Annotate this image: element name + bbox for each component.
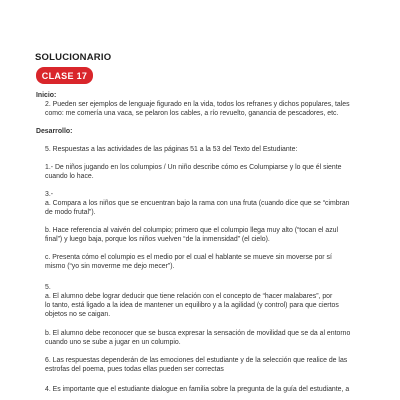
list-number: 5. [45, 284, 51, 291]
paragraph-line: 5. Respuestas a las actividades de las páginas 51 a la 53 del Texto del Estudiante: [45, 146, 298, 153]
doc-title: SOLUCIONARIO [35, 52, 112, 63]
paragraph-line: como: me comería una vaca, se pelaron los cables, a río revuelto, ganancia de pescadores, etc. [45, 110, 339, 117]
paragraph-line: c. Presenta cómo el columpio es el medio por el cual el hablante se mueve sin moverse por sí [45, 254, 332, 261]
paragraph-line: lo tanto, está ligado a la idea de mantener un equilibro y a la agilidad (y control) para que ciertos [45, 302, 339, 309]
paragraph-line: 6. Las respuestas dependerán de las emociones del estudiante y de la selección que realice de las [45, 357, 348, 364]
paragraph-line: 4. Es importante que el estudiante dialogue en familia sobre la pregunta de la guía del estudiante, a [45, 386, 350, 393]
paragraph-line: estrofas del poema, pues todas ellas pueden ser correctas [45, 366, 224, 373]
list-number: 3.- [45, 191, 54, 198]
section-heading-desarrollo: Desarrollo: [36, 128, 73, 135]
paragraph-line: cuando lo hace. [45, 173, 94, 180]
paragraph-line: 1.- De niños jugando en los columpios / Un niño describe cómo es Columpiarse y lo que él siente [45, 164, 342, 171]
paragraph-line: b. El alumno debe reconocer que se busca expresar la sensación de movilidad que se da al entorno [45, 330, 351, 337]
paragraph-line: b. Hace referencia al vaivén del columpio; primero que el columpio llega muy alto (“tocan el azul [45, 227, 339, 234]
paragraph-line: mismo (“yo sin moverme me dejo mecer”). [45, 263, 175, 270]
paragraph-line: final”) y luego baja, porque los niños vuelven “de la inmensidad” (el cielo). [45, 236, 270, 243]
paragraph-line: a. Compara a los niños que se encuentran bajo la rama con una fruta (cuando dice que se “cimbran [45, 200, 350, 207]
paragraph-line: 2. Pueden ser ejemplos de lenguaje figurado en la vida, todos los refranes y dichos populares, tales [45, 101, 350, 108]
paragraph-line: a. El alumno debe lograr deducir que tiene relación con el concepto de “hacer malabares”, por [45, 293, 333, 300]
paragraph-line: de modo frutal”). [45, 209, 96, 216]
class-badge: CLASE 17 [36, 67, 93, 84]
section-heading-inicio: Inicio: [36, 92, 57, 99]
paragraph-line: objetos no se caigan. [45, 311, 111, 318]
paragraph-line: cuando uno se sube a jugar en un columpio. [45, 339, 181, 346]
